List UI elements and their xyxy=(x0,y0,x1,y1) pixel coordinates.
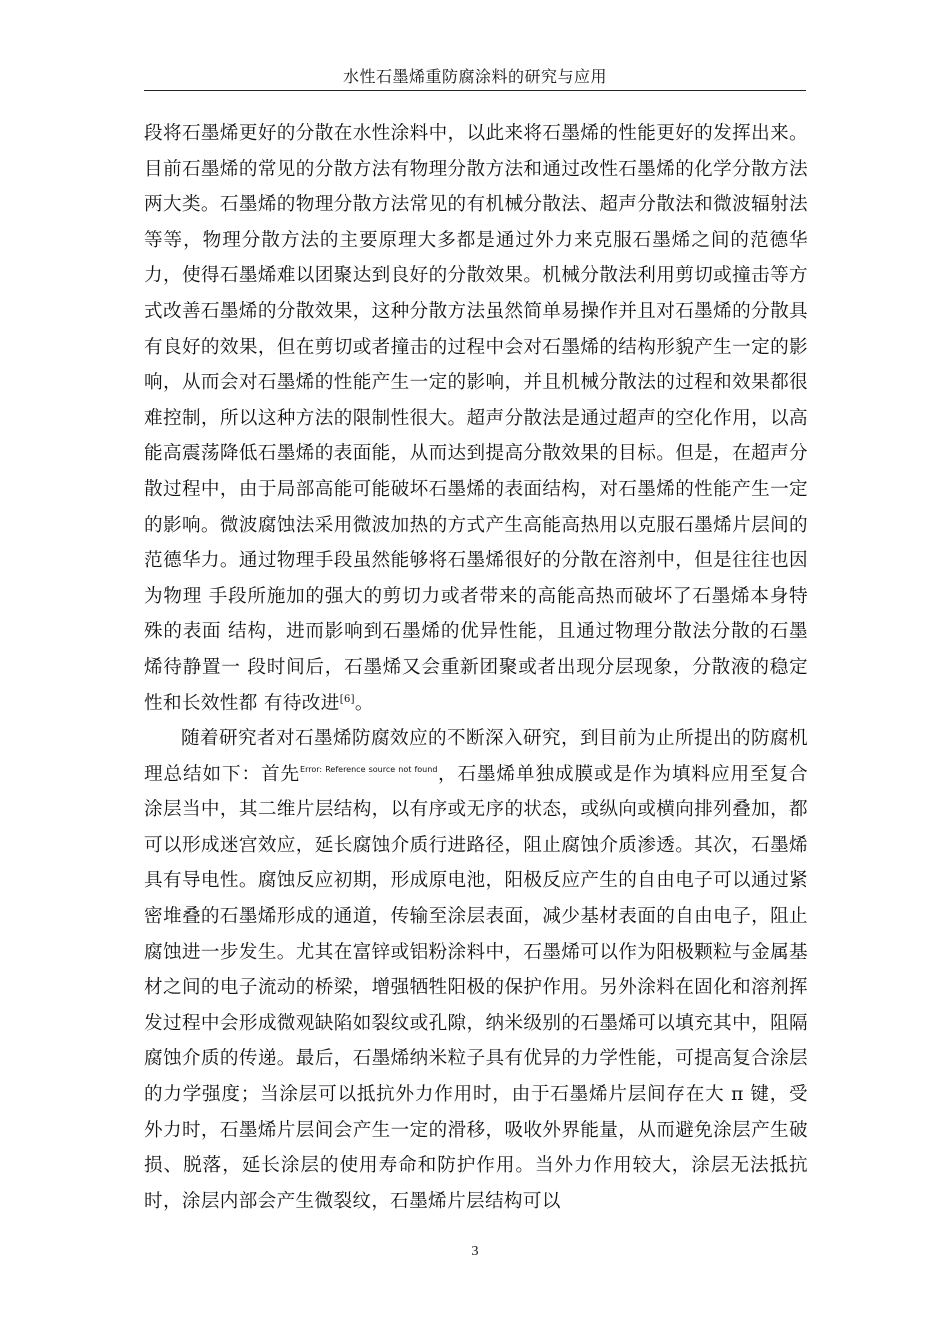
paragraph-anticorrosion-mechanism xyxy=(144,721,808,1219)
body-text xyxy=(144,116,808,1219)
paragraph-text-after: ，石墨烯单独成膜或是作为填料应用至复合涂层当中，其二维片层结构，以有序或无序的状态，或纵向或横向排列叠加，都可以形成迷宫效应，延长腐蚀介质行进路径，阻止腐蚀介质渗透。其次，石墨烯具有导电性。腐蚀反应初期，形成原电池，阳极反应产生的自由电子可以通过紧密堆叠的石墨烯形成的通道，传输至涂层表面，减少基材表面的自由电子，阻止腐蚀进一步发生。尤其在富锌或铝粉涂料中，石墨烯可以作为阳极颗粒与金属基材之间的电子流动的桥梁，增强牺牲阳极的保护作用。另外涂料在固化和溶剂挥发过程中会形成微观缺陷如裂纹或孔隙，纳米级别的石墨烯可以填充其中，阻隔腐蚀介质的传递。最后，石墨烯纳米粒子具有优异的力学性能，可提高复合涂层的力学强度；当涂层可以抵抗外力作用时，由于石墨烯片层间存在大 π 键，受外力时，石墨烯片层间会产生一定的滑移，吸收外界能量，从而避免涂层产生破损、脱落，延长涂层的使用寿命和防护作用。当外力作用较大，涂层无法抵抗时，涂层内部会产生微裂纹，石墨烯片层结构可以 xyxy=(144,763,808,1212)
running-header: 水性石墨烯重防腐涂料的研究与应用 xyxy=(342,67,607,86)
paragraph-text-before: 随着研究者对石墨烯防腐效应的不断深入研究，到目前为止所提出的防腐机理总结如下：首先 xyxy=(144,728,808,785)
reference-error-marker: Error: Reference source not found xyxy=(300,764,438,774)
paragraph-text: 段将石墨烯更好的分散在水性涂料中，以此来将石墨烯的性能更好的发挥出来。目前石墨烯的常见的分散方法有物理分散方法和通过改性石墨烯的化学分散方法两大类。石墨烯的物理分散方法常见的有机械分散法、超声分散法和微波辐射法等等，物理分散方法的主要原理大多都是通过外力来克服石墨烯之间的范德华力，使得石墨烯难以团聚达到良好的分散效果。机械分散法利用剪切或撞击等方式改善石墨烯的分散效果，这种分散方法虽然简单易操作并且对石墨烯的分散具有良好的效果，但在剪切或者撞击的过程中会对石墨烯的结构形貌产生一定的影响，从而会对石墨烯的性能产生一定的影响，并且机械分散法的过程和效果都很难控制，所以这种方法的限制性很大。超声分散法是通过超声的空化作用，以高能高震荡降低石墨烯的表面能，从而达到提高分散效果的目标。但是，在超声分散过程中，由于局部高能可能破坏石墨烯的表面结构，对石墨烯的性能产生一定的影响。微波腐蚀法采用微波加热的方式产生高能高热用以克服石墨烯片层间的范德华力。通过物理手段虽然能够将石墨烯很好的分散在溶剂中，但是往往也因为物理 手段所施加的强大的剪切力或者带来的高能高热而破坏了石墨烯本身特殊的表面 结构，进而影响到石墨烯的优异性能，且通过物理分散法分散的石墨烯待静置一 段时间后，石墨烯又会重新团聚或者出现分层现象，分散液的稳定性和长效性都 有待改进 xyxy=(144,123,808,714)
paragraph-dispersion-methods xyxy=(144,116,808,721)
header-divider xyxy=(144,90,806,91)
paragraph-end: 。 xyxy=(354,692,374,714)
citation-superscript: [6] xyxy=(339,693,355,705)
page-number: 3 xyxy=(471,1244,479,1259)
